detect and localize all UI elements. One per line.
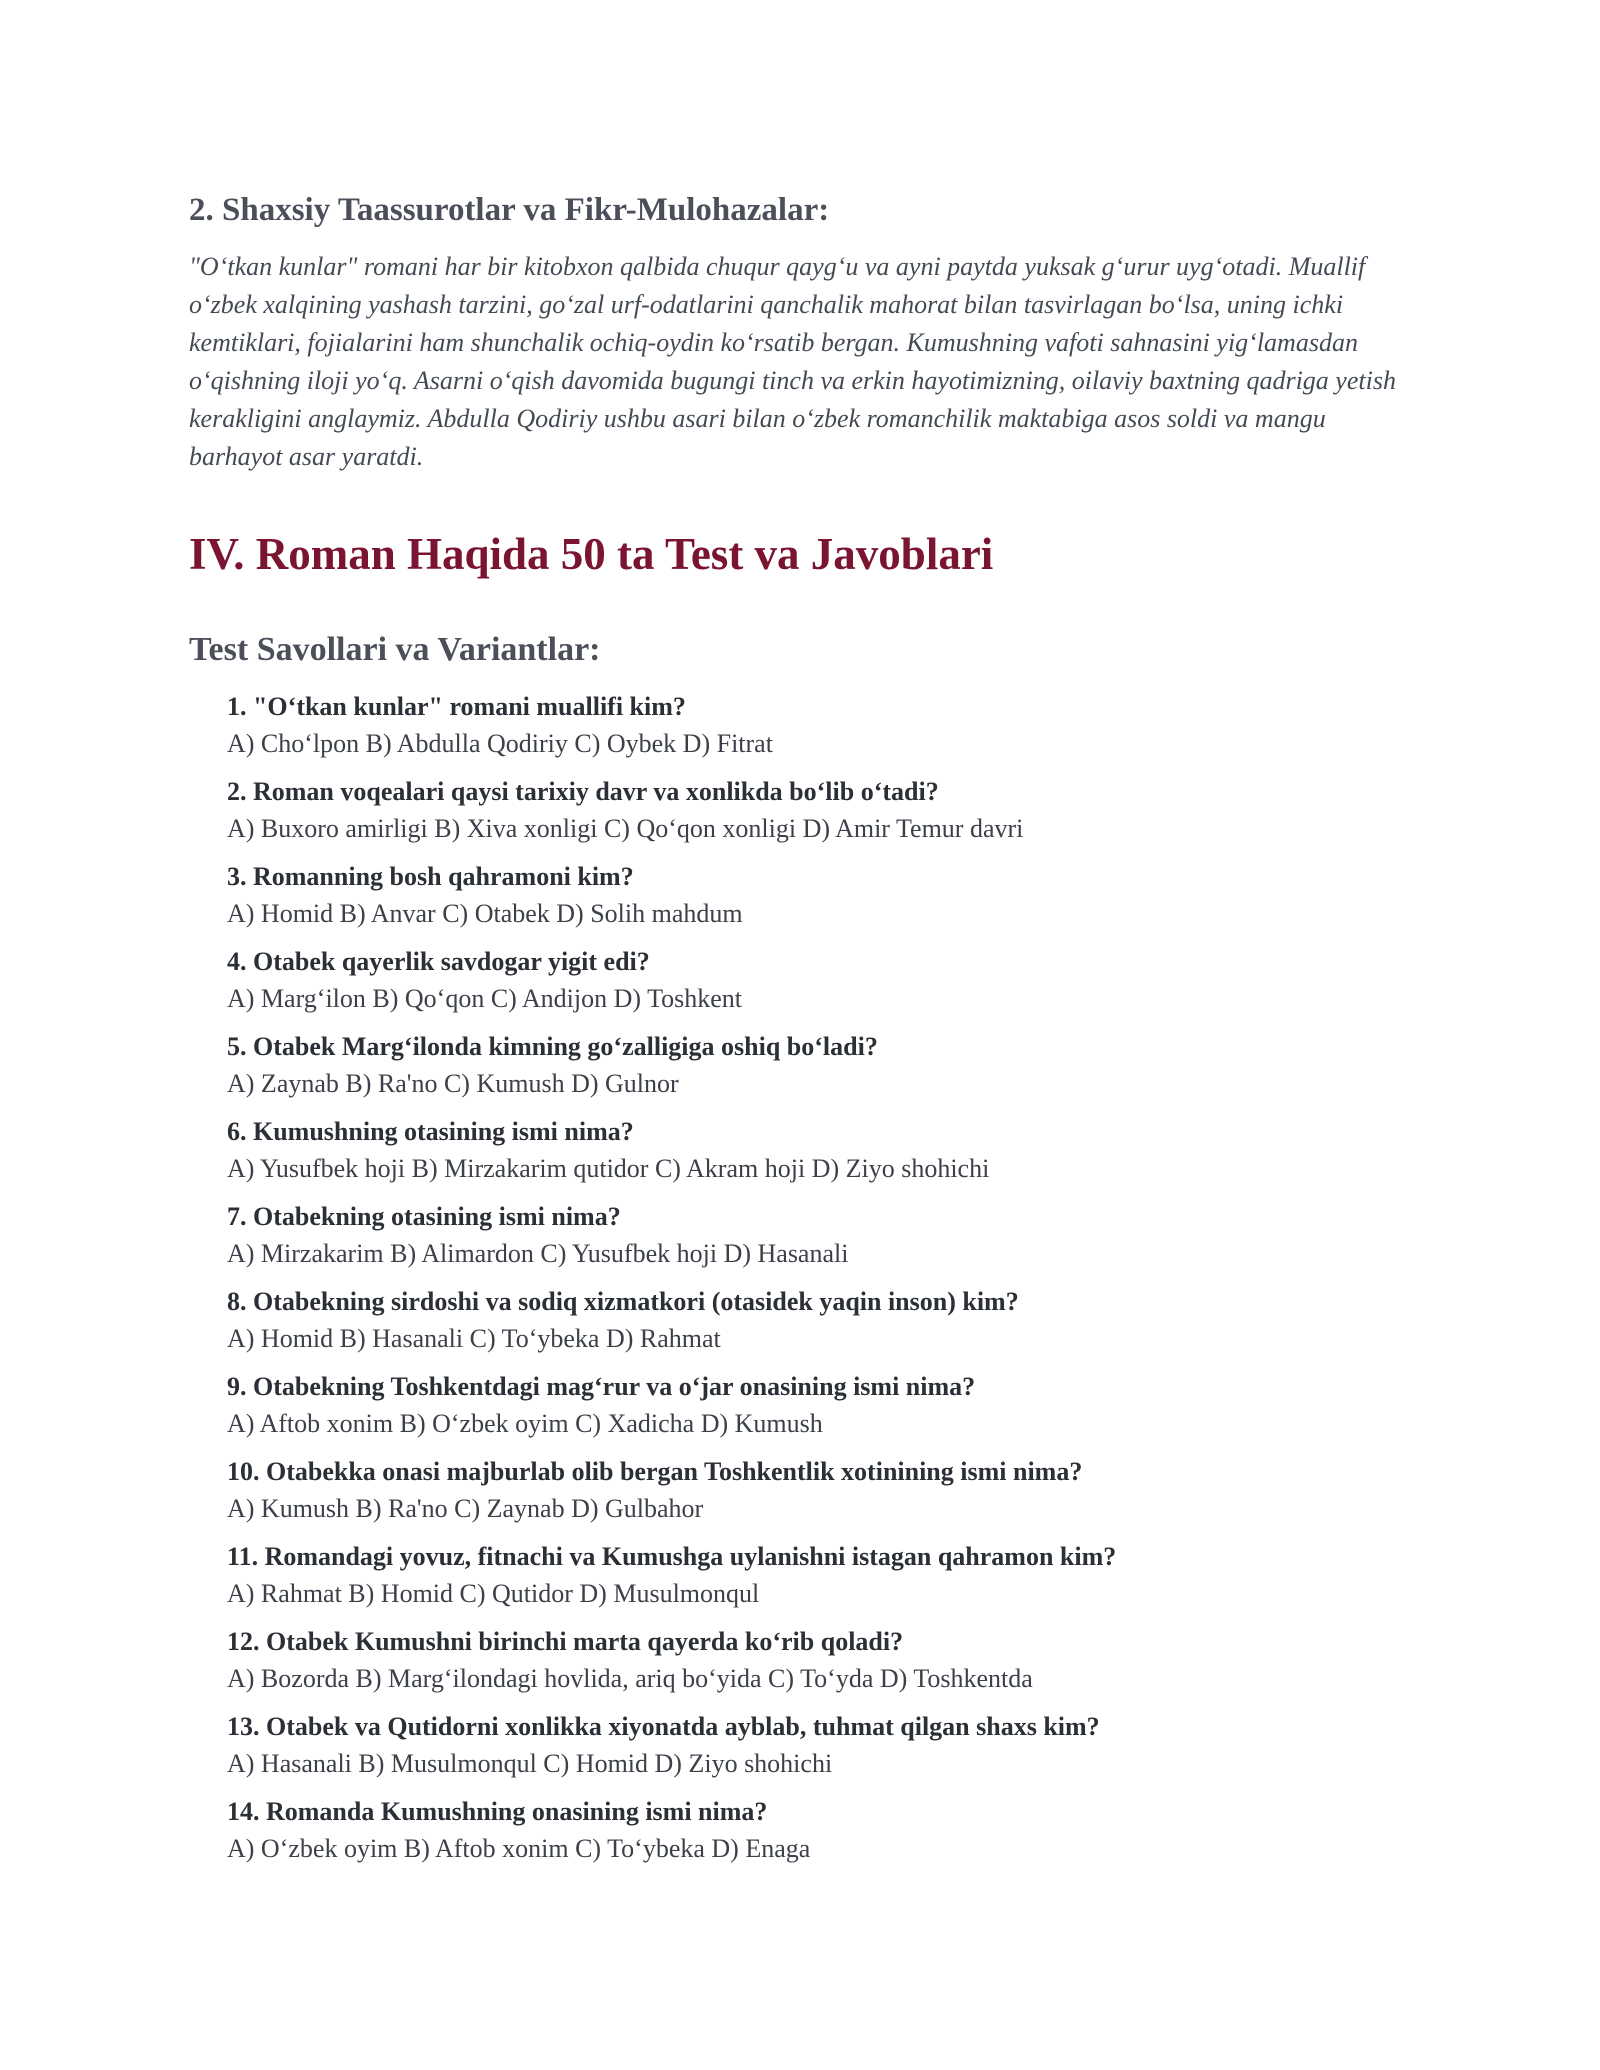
question-text: 9. Otabekning Toshkentdagi mag‘rur va o‘jar onasining ismi nima? <box>227 1372 976 1401</box>
question-text: 2. Roman voqealari qaysi tarixiy davr va xonlikda bo‘lib o‘tadi? <box>227 777 939 806</box>
question-text: 11. Romandagi yovuz, fitnachi va Kumushga uylanishni istagan qahramon kim? <box>227 1542 1117 1571</box>
question-options: A) Hasanali B) Musulmonqul C) Homid D) Ziyo shohichi <box>227 1749 833 1778</box>
impressions-paragraph: "O‘tkan kunlar" romani har bir kitobxon qalbida chuqur qayg‘u va ayni paytda yuksak g‘urur uyg‘otadi. Muallif o‘zbek xalqining yashash tarzini, go‘zal urf-odatlarini qanchalik mahorat bilan tasvirlagan bo‘lsa, uning ichki kemtiklari, fojialarini ham shunchalik ochiq-oydin ko‘rsatib bergan. Kumushning vafoti sahnasini yig‘lamasdan o‘qishning iloji yo‘q. Asarni o‘qish davomida bugungi tinch va erkin hayotimizning, oilaviy baxtning qadriga yetish kerakligini anglaymiz. Abdulla Qodiriy ushbu asari bilan o‘zbek romanchilik maktabiga asos soldi va mangu barhayot asar yaratdi. <box>189 252 1396 471</box>
question-item <box>227 773 1419 847</box>
question-text: 13. Otabek va Qutidorni xonlikka xiyonatda ayblab, tuhmat qilgan shaxs kim? <box>227 1712 1100 1741</box>
question-options: A) Cho‘lpon B) Abdulla Qodiriy C) Oybek D) Fitrat <box>227 729 773 758</box>
question-item <box>227 1623 1419 1697</box>
question-item <box>227 1793 1419 1867</box>
chapter-heading: IV. Roman Haqida 50 ta Test va Javoblari <box>189 529 994 579</box>
question-item <box>227 1028 1419 1102</box>
question-text: 7. Otabekning otasining ismi nima? <box>227 1202 621 1231</box>
document-page <box>189 186 1419 1878</box>
question-text: 12. Otabek Kumushni birinchi marta qayerda ko‘rib qoladi? <box>227 1627 904 1656</box>
question-options: A) Homid B) Hasanali C) To‘ybeka D) Rahmat <box>227 1324 721 1353</box>
question-options: A) Homid B) Anvar C) Otabek D) Solih mahdum <box>227 899 743 928</box>
question-options: A) Bozorda B) Marg‘ilondagi hovlida, ariq bo‘yida C) To‘yda D) Toshkentda <box>227 1664 1033 1693</box>
question-options: A) Rahmat B) Homid C) Qutidor D) Musulmonqul <box>227 1579 760 1608</box>
question-item <box>227 1368 1419 1442</box>
question-item <box>227 1453 1419 1527</box>
question-options: A) Yusufbek hoji B) Mirzakarim qutidor C) Akram hoji D) Ziyo shohichi <box>227 1154 990 1183</box>
question-text: 1. "O‘tkan kunlar" romani muallifi kim? <box>227 692 686 721</box>
question-item <box>227 943 1419 1017</box>
question-item <box>227 1538 1419 1612</box>
question-item <box>227 688 1419 762</box>
question-item <box>227 1113 1419 1187</box>
question-list <box>189 688 1419 1867</box>
question-options: A) Zaynab B) Ra'no C) Kumush D) Gulnor <box>227 1069 679 1098</box>
question-item <box>227 1283 1419 1357</box>
question-item <box>227 858 1419 932</box>
question-text: 4. Otabek qayerlik savdogar yigit edi? <box>227 947 650 976</box>
section-heading: 2. Shaxsiy Taassurotlar va Fikr-Mulohazalar: <box>189 192 830 228</box>
question-options: A) Buxoro amirligi B) Xiva xonligi C) Qo‘qon xonligi D) Amir Temur davri <box>227 814 1024 843</box>
question-options: A) O‘zbek oyim B) Aftob xonim C) To‘ybeka D) Enaga <box>227 1834 811 1863</box>
question-text: 14. Romanda Kumushning onasining ismi nima? <box>227 1797 768 1826</box>
question-text: 8. Otabekning sirdoshi va sodiq xizmatkori (otasidek yaqin inson) kim? <box>227 1287 1019 1316</box>
question-options: A) Kumush B) Ra'no C) Zaynab D) Gulbahor <box>227 1494 704 1523</box>
question-text: 3. Romanning bosh qahramoni kim? <box>227 862 634 891</box>
question-item <box>227 1198 1419 1272</box>
question-text: 10. Otabekka onasi majburlab olib bergan Toshkentlik xotinining ismi nima? <box>227 1457 1083 1486</box>
question-options: A) Aftob xonim B) O‘zbek oyim C) Xadicha D) Kumush <box>227 1409 823 1438</box>
question-text: 6. Kumushning otasining ismi nima? <box>227 1117 634 1146</box>
question-options: A) Marg‘ilon B) Qo‘qon C) Andijon D) Toshkent <box>227 984 743 1013</box>
question-text: 5. Otabek Marg‘ilonda kimning go‘zalligiga oshiq bo‘ladi? <box>227 1032 878 1061</box>
question-options: A) Mirzakarim B) Alimardon C) Yusufbek hoji D) Hasanali <box>227 1239 849 1268</box>
tests-heading: Test Savollari va Variantlar: <box>189 631 601 668</box>
question-item <box>227 1708 1419 1782</box>
